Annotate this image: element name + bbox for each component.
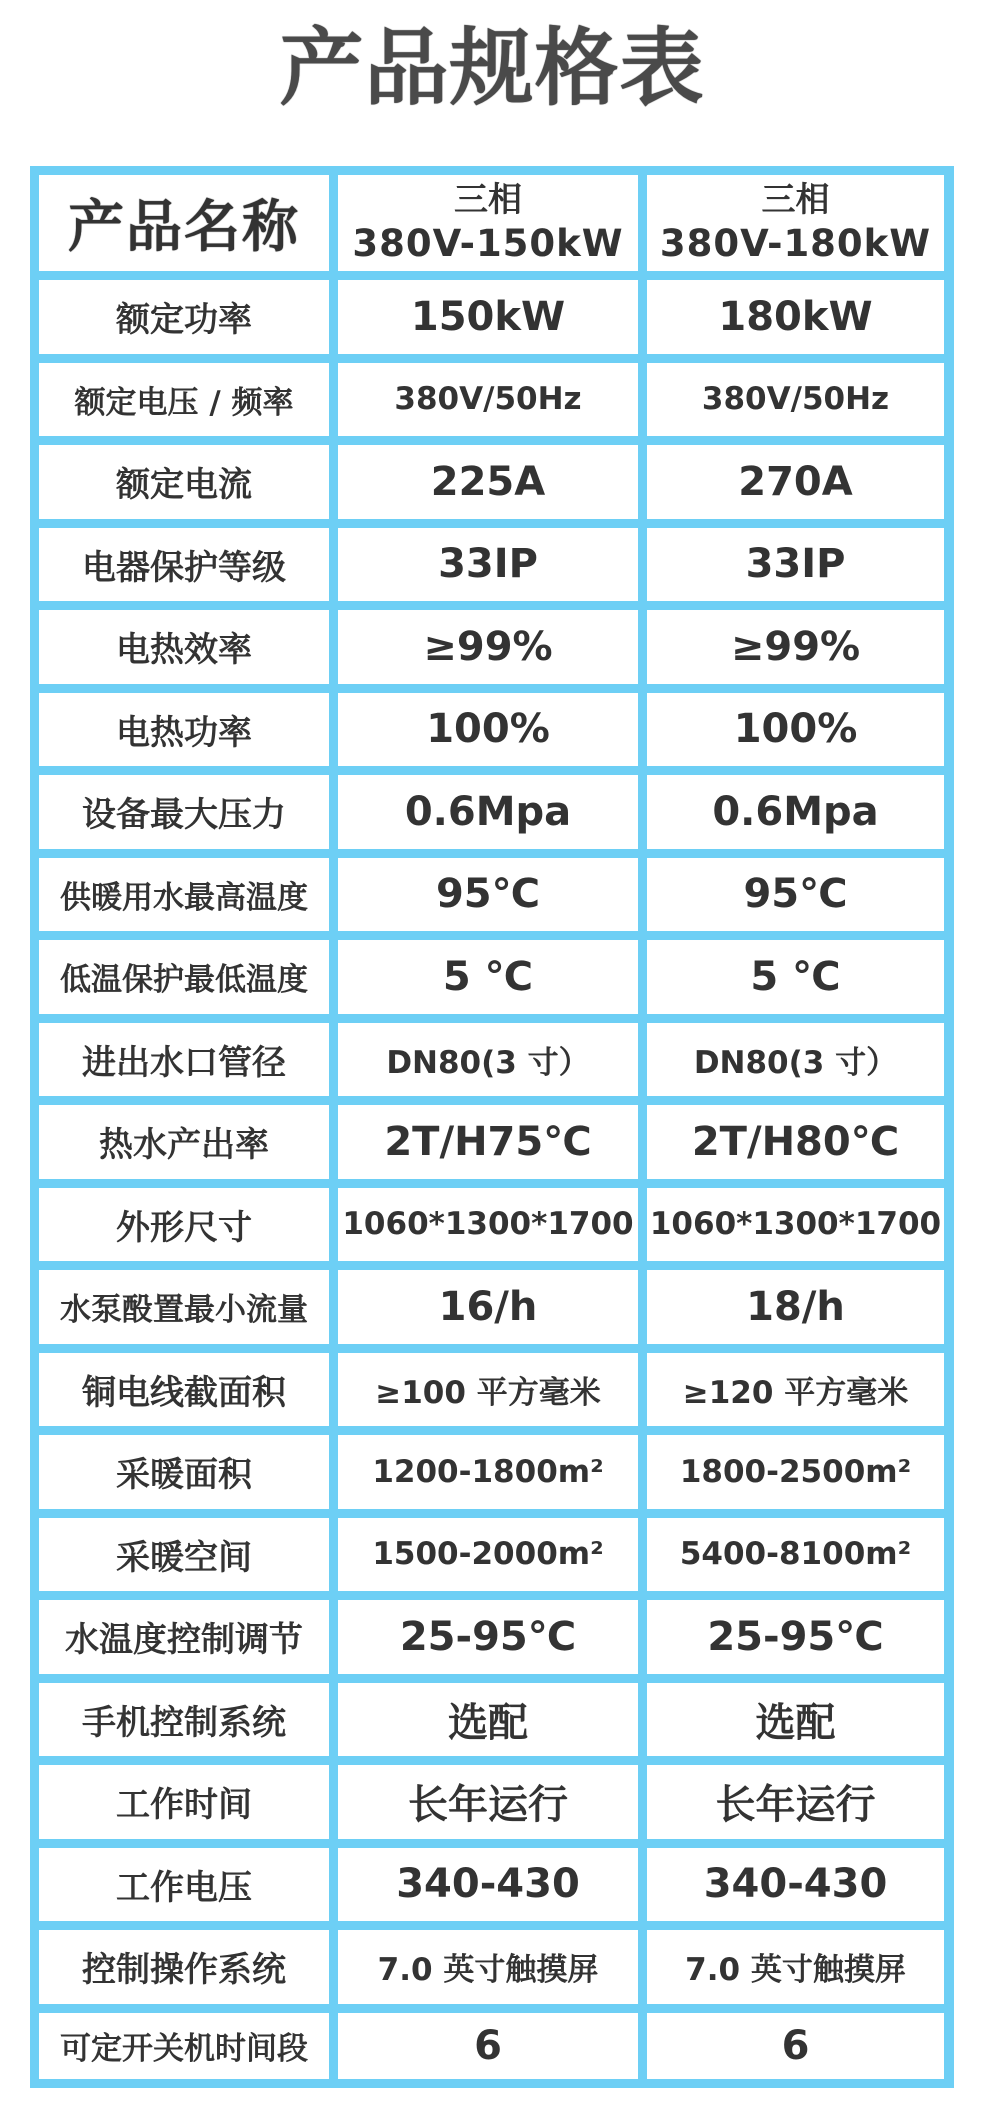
spec-row-value-model-1: 150kW xyxy=(338,280,638,354)
spec-row-value-model-1: 25-95℃ xyxy=(338,1600,638,1674)
spec-row-value-model-2: 270A xyxy=(647,445,944,519)
spec-row-value-model-1: 100% xyxy=(338,693,638,767)
spec-row-value-model-2: 95℃ xyxy=(647,858,944,932)
spec-row-value-model-2: 5 ℃ xyxy=(647,940,944,1014)
spec-row-value-model-1: 16/h xyxy=(338,1270,638,1344)
spec-row-value-model-2: 1800-2500m² xyxy=(647,1435,944,1509)
spec-row-value-model-2: ≥99% xyxy=(647,610,944,684)
spec-row-value-model-2: 2T/H80℃ xyxy=(647,1105,944,1179)
spec-row-value-model-2: 25-95℃ xyxy=(647,1600,944,1674)
header-column-model-1 xyxy=(338,175,638,271)
spec-row-label: 设备最大压力 xyxy=(39,775,329,849)
spec-row-value-model-1: ≥99% xyxy=(338,610,638,684)
spec-row-label: 采暖面积 xyxy=(39,1435,329,1509)
spec-row-value-model-1: 225A xyxy=(338,445,638,519)
spec-row-value-model-1: ≥100 平方毫米 xyxy=(338,1353,638,1427)
spec-row-label: 额定电流 xyxy=(39,445,329,519)
spec-row-label: 控制操作系统 xyxy=(39,1930,329,2004)
spec-row-value-model-1: 1500-2000m² xyxy=(338,1518,638,1592)
spec-row-value-model-2: 5400-8100m² xyxy=(647,1518,944,1592)
header-column-1-model: 380V-150kW xyxy=(352,222,624,266)
spec-row-value-model-2: 长年运行 xyxy=(647,1765,944,1839)
header-column-1-phase: 三相 xyxy=(454,179,522,220)
spec-row-value-model-2: 180kW xyxy=(647,280,944,354)
spec-row-label: 工作电压 xyxy=(39,1848,329,1922)
spec-row-label: 额定电压 / 频率 xyxy=(39,363,329,437)
spec-row-label: 水温度控制调节 xyxy=(39,1600,329,1674)
spec-row-label: 铜电线截面积 xyxy=(39,1353,329,1427)
spec-row-label: 外形尺寸 xyxy=(39,1188,329,1262)
spec-row-label: 热水产出率 xyxy=(39,1105,329,1179)
spec-row-label: 工作时间 xyxy=(39,1765,329,1839)
header-column-2-model: 380V-180kW xyxy=(659,222,932,266)
spec-row-value-model-1: 95℃ xyxy=(338,858,638,932)
spec-row-label: 额定功率 xyxy=(39,280,329,354)
spec-row-value-model-1: DN80(3 寸） xyxy=(338,1023,638,1097)
spec-row-value-model-1: 5 ℃ xyxy=(338,940,638,1014)
header-product-name-cell: 产品名称 xyxy=(39,175,329,271)
spec-row-value-model-2: 选配 xyxy=(647,1683,944,1757)
spec-row-value-model-1: 1200-1800m² xyxy=(338,1435,638,1509)
header-column-2-phase: 三相 xyxy=(761,179,830,220)
spec-row-value-model-2: 33IP xyxy=(647,528,944,602)
spec-row-value-model-2: DN80(3 寸） xyxy=(647,1023,944,1097)
spec-row-value-model-2: 7.0 英寸触摸屏 xyxy=(647,1930,944,2004)
spec-row-value-model-1: 6 xyxy=(338,2013,638,2079)
spec-row-value-model-2: 1060*1300*1700 xyxy=(647,1188,944,1262)
spec-row-value-model-1: 长年运行 xyxy=(338,1765,638,1839)
spec-row-label: 手机控制系统 xyxy=(39,1683,329,1757)
spec-row-value-model-1: 380V/50Hz xyxy=(338,363,638,437)
spec-row-value-model-1: 33IP xyxy=(338,528,638,602)
spec-row-value-model-1: 选配 xyxy=(338,1683,638,1757)
spec-row-value-model-2: 340-430 xyxy=(647,1848,944,1922)
spec-row-value-model-2: ≥120 平方毫米 xyxy=(647,1353,944,1427)
spec-row-label: 可定开关机时间段 xyxy=(39,2013,329,2079)
spec-row-label: 进出水口管径 xyxy=(39,1023,329,1097)
spec-row-value-model-1: 340-430 xyxy=(338,1848,638,1922)
spec-row-label: 水泵酘置最小流量 xyxy=(39,1270,329,1344)
page-title: 产品规格表 xyxy=(279,19,705,117)
spec-row-value-model-1: 2T/H75℃ xyxy=(338,1105,638,1179)
spec-row-label: 电热效率 xyxy=(39,610,329,684)
spec-row-value-model-2: 0.6Mpa xyxy=(647,775,944,849)
spec-row-value-model-2: 380V/50Hz xyxy=(647,363,944,437)
spec-row-label: 电器保护等级 xyxy=(39,528,329,602)
spec-row-value-model-2: 100% xyxy=(647,693,944,767)
spec-row-value-model-1: 0.6Mpa xyxy=(338,775,638,849)
spec-table xyxy=(30,166,954,2088)
spec-row-label: 供暖用水最高温度 xyxy=(39,858,329,932)
spec-row-value-model-2: 18/h xyxy=(647,1270,944,1344)
spec-row-label: 采暖空间 xyxy=(39,1518,329,1592)
spec-row-label: 电热功率 xyxy=(39,693,329,767)
spec-row-value-model-1: 1060*1300*1700 xyxy=(338,1188,638,1262)
spec-row-value-model-1: 7.0 英寸触摸屏 xyxy=(338,1930,638,2004)
spec-row-label: 低温保护最低温度 xyxy=(39,940,329,1014)
spec-row-value-model-2: 6 xyxy=(647,2013,944,2079)
header-column-model-2 xyxy=(647,175,944,271)
